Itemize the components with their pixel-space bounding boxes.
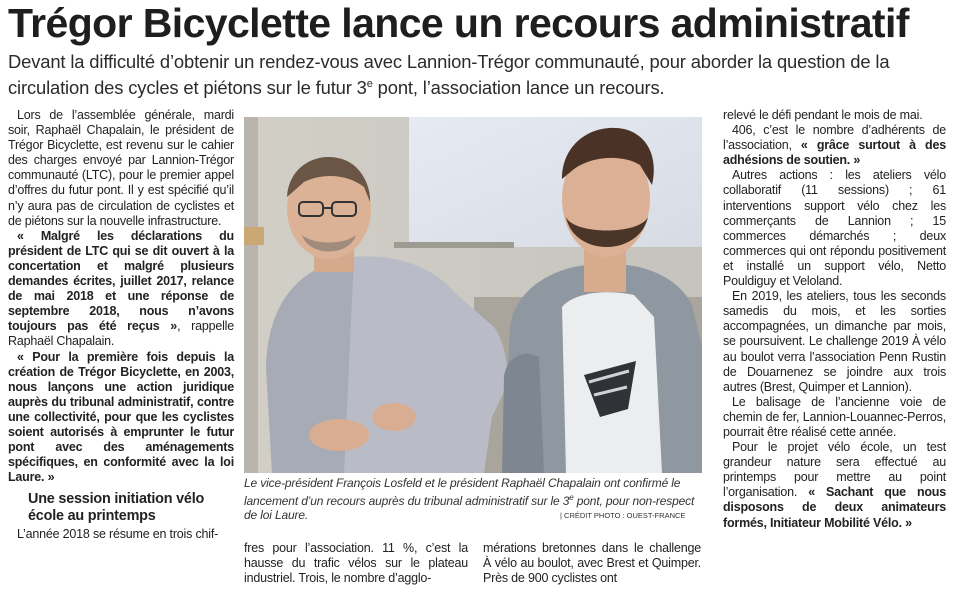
paragraph: 406, c’est le nombre d’adhérents de l’association, « grâce surtout à des adhésions de soutien. » <box>723 123 946 168</box>
paragraph: Le balisage de l’ancienne voie de chemin de fer, Lannion-Louannec-Perros, pourrait être réalisé cette année. <box>723 394 946 439</box>
article-column-2 <box>244 541 468 586</box>
paragraph: Pour le projet vélo école, un test grandeur nature sera effectué au printemps pour mettre au point l’organisation. « Sachant que nous disposons de deux animateurs formés, Initiateur Mobilité Vélo. » <box>723 440 946 530</box>
paragraph: L’année 2018 se résume en trois chif- <box>17 527 219 542</box>
paragraph: Lors de l’assemblée générale, mardi soir, Raphaël Chapalain, le président de Trégor Bicyclette, est revenu sur le cahier des charges envoyé par Lannion-Trégor communauté (LTC), pour le premier appel d’offres du futur pont. Il y est spécifié qu’il n’y aura pas de circulation de cyclistes et de piétons sur la nouvelle infrastructure. <box>8 108 234 228</box>
photo-credit: | CRÉDIT PHOTO : OUEST-FRANCE <box>560 511 686 520</box>
photo-caption: Le vice-président François Losfeld et le président Raphaël Chapalain ont confirmé le lancement d’un recours auprès du tribunal administratif sur le 3e pont, pour non-respect de loi Laure. <box>244 476 695 523</box>
article-photo <box>244 117 702 473</box>
article-column-3 <box>483 541 701 586</box>
paragraph: « Malgré les déclarations du président de LTC qui se dit ouvert à la concertation et malgré plusieurs demandes écrites, juillet 2017, relance de mai 2018 et une réponse de septembre 2018, nous n’avons toujours pas été reçus », rappelle Raphaël Chapalain. <box>8 228 234 349</box>
paragraph: « Pour la première fois depuis la création de Trégor Bicyclette, en 2003, nous lançons une action juridique auprès du tribunal administratif, contre une collectivité, pour que les cyclistes soient autorisés à emprunter le futur pont avec des aménagements spécifiques, en conformité avec la loi Laure. » <box>8 349 234 485</box>
paragraph: fres pour l’association. 11 %, c’est la hausse du trafic vélos sur le plateau industriel. Trois, le nombre d’agglo- <box>244 541 468 586</box>
paragraph: Autres actions : les ateliers vélo collaboratif (11 sessions) ; 61 interventions support vélo chez les commerçants de Lannion ; 15 commerces démarchés ; deux commerces qui ont répondu positivement et installé un support vélo, Netto Pouldiguy et Veloland. <box>723 168 946 289</box>
article-column-4 <box>723 108 946 531</box>
paragraph: relevé le défi pendant le mois de mai. <box>723 108 923 122</box>
article-column-1 <box>8 108 234 542</box>
article-headline: Trégor Bicyclette lance un recours administratif <box>8 0 909 46</box>
article-lead: Devant la difficulté d’obtenir un rendez-vous avec Lannion-Trégor communauté, pour aborder la question de la circulation des cycles et piétons sur le futur 3e pont, l’association lance un recours. <box>8 51 890 99</box>
section-subhead: Une session initiation vélo école au printemps <box>28 491 205 524</box>
paragraph: En 2019, les ateliers, tous les seconds samedis du mois, et les sorties accompagnées, un dimanche par mois, se poursuivent. Le challenge 2019 À vélo au boulot verra l’association Penn Rustin de Douarnenez se joindre aux trois autres (Brest, Quimper et Lannion). <box>723 289 946 394</box>
paragraph: mérations bretonnes dans le challenge À vélo au boulot, avec Brest et Quimper. Près de 900 cyclistes ont <box>483 541 701 586</box>
